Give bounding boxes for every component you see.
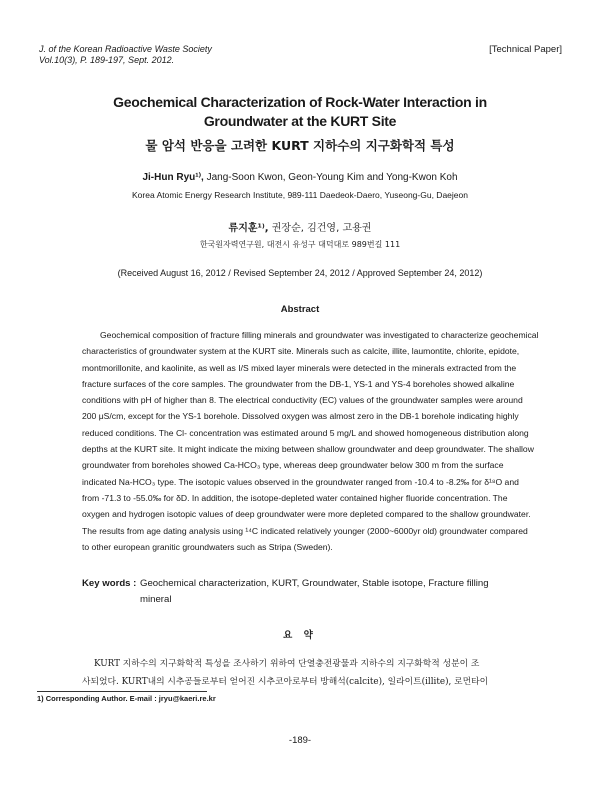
journal-name: J. of the Korean Radioactive Waste Society (39, 44, 212, 54)
keywords-label: Key words : (82, 578, 137, 589)
received-dates: (Received August 16, 2012 / Revised September 24, 2012 / Approved September 24, 2012) (117, 268, 483, 278)
abstract-line: groundwater from boreholes showed Ca-HCO₃ type, whereas deep groundwater below 300 m from the surface (82, 460, 504, 471)
english-affiliation: Korea Atomic Energy Research Institute, 989-111 Daedeok-Daero, Yuseong-Gu, Daejeon (132, 190, 468, 200)
abstract-line: fracture surfaces of the core samples. The groundwater from the DB-1, YS-1 and YS-4 boreholes showed alkaline (82, 378, 515, 389)
korean-co-authors: 권장순, 김건영, 고용권 (268, 223, 372, 234)
english-title (0, 93, 600, 131)
abstract-line: oxygen and hydrogen isotopic values of deep groundwater were more depleted compared to the shallow groundwater. (82, 509, 531, 520)
keywords-text: Geochemical characterization, KURT, Groundwater, Stable isotope, Fracture filling mineral (140, 578, 489, 605)
abstract-line: to other european granitic groundwaters such as Stripa (Sweden). (82, 541, 333, 552)
korean-summary-heading: 요 약 (283, 630, 317, 641)
abstract-line: depths at the KURT site. It might indicate the mixing between shallow groundwater and deep groundwater. The shallow (82, 444, 534, 455)
korean-first-author: 류지훈¹⁾, (228, 223, 269, 234)
journal-citation (39, 44, 212, 66)
abstract-line: from -71.3 to -55.0‰ for δD. In addition, the isotope-depleted water contained higher fluoride concentration. The (82, 492, 508, 503)
abstract-line: Geochemical composition of fracture filling minerals and groundwater was investigated to characterize geochemical (100, 330, 539, 340)
co-authors: Jang-Soon Kwon, Geon-Young Kim and Yong-Kwon Koh (203, 172, 458, 183)
abstract-line: The results from age dating analysis using ¹⁴C indicated relatively younger (2000~6000yr old) groundwater compared (82, 525, 528, 536)
first-author: Ji-Hun Ryu¹⁾, (142, 172, 204, 183)
journal-volume: Vol.10(3), P. 189-197, Sept. 2012. (39, 55, 175, 65)
korean-authors (0, 219, 600, 234)
corresponding-author-footnote: 1) Corresponding Author. E-mail : jryu@kaeri.re.kr (37, 694, 216, 703)
korean-title: 물 암석 반응을 고려한 KURT 지하수의 지구화학적 특성 (145, 138, 455, 153)
abstract-line: indicated Na-HCO₃ type. The isotopic values observed in the groundwater ranged from -10.4 to -8.2‰ for δ¹⁸O and (82, 476, 519, 487)
korean-affiliation: 한국원자력연구원, 대전시 유성구 대덕대로 989번길 111 (199, 240, 401, 249)
korean-summary-line: 사되었다. KURT내의 시추공들로부터 얻어진 시추코아로부터 방해석(calcite), 일라이트(illite), 로먼타이 (82, 677, 489, 687)
korean-summary-body (82, 655, 514, 691)
paper-type-label: [Technical Paper] (489, 44, 562, 55)
abstract-heading: Abstract (280, 304, 320, 315)
english-title-line-1: Geochemical Characterization of Rock-Water Interaction in (113, 94, 487, 110)
abstract-body (82, 327, 539, 555)
abstract-line: montmorillonite, and kaolinite, as well as I/S mixed layer minerals were detected in the minerals extracted from the (82, 362, 517, 373)
footnote-divider (37, 691, 207, 692)
abstract-line: 200 μS/cm, except for the YS-1 borehole. Dissolved oxygen was almost zero in the DB-1 borehole indicating highly (82, 411, 519, 422)
abstract-line: conditions with pH of higher than 8. The electrical conductivity (EC) values of the groundwater samples were around (82, 395, 523, 406)
abstract-line: characteristics of groundwater system at the KURT site. Minerals such as calcite, illite, laumontite, chlorite, epidote, (82, 346, 520, 357)
page-number: -189- (288, 735, 312, 746)
korean-summary-line: KURT 지하수의 지구화학적 특성을 조사하기 위하여 단열충전광물과 지하수의 지구화학적 성분이 조 (94, 659, 480, 669)
english-authors (0, 172, 600, 183)
abstract-line: reduced conditions. The Cl- concentration was estimated around 5 mg/L and showed homogeneous distribution along (82, 427, 529, 438)
english-title-line-2: Groundwater at the KURT Site (203, 113, 397, 129)
